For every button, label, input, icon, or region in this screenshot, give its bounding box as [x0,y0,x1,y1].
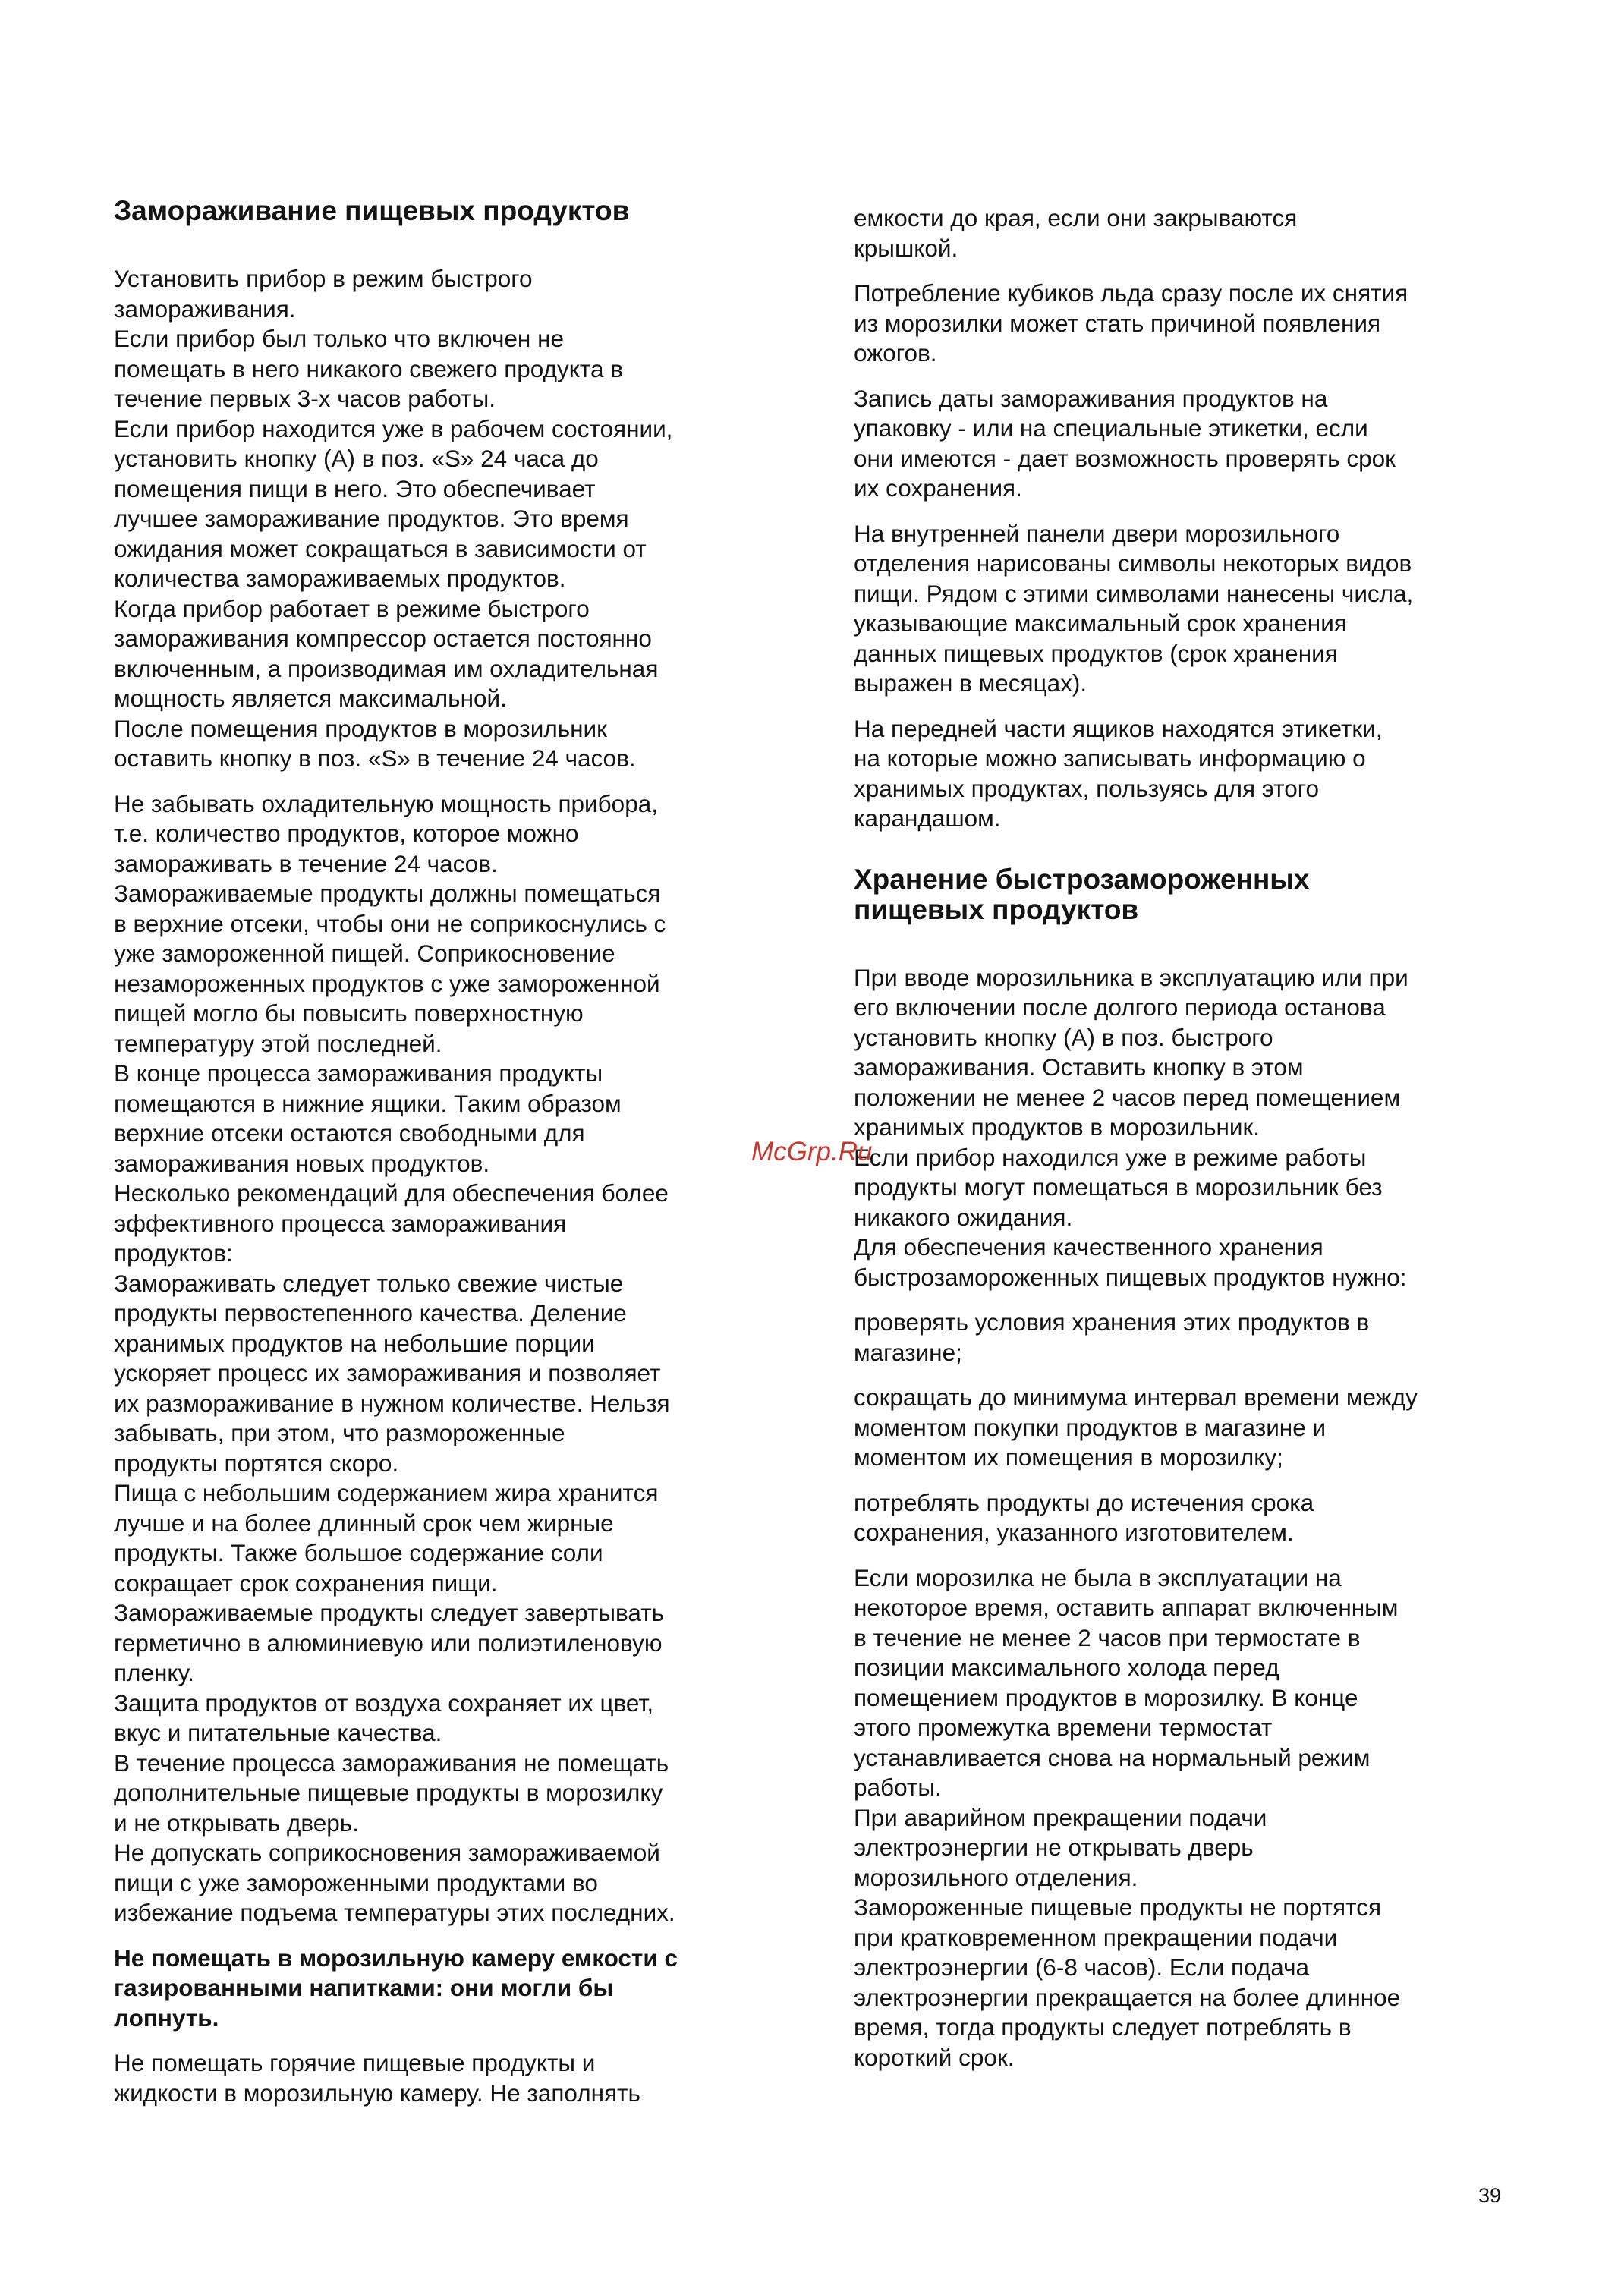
page-number: 39 [1478,2184,1502,2207]
paragraph: На внутренней панели двери морозильного отделения нарисованы символы некоторых видов пищи. Рядом с этими символами нанесены числа, указывающие максимальный срок хранения данных пищевых продуктов (срок хранения выражен в месяцах). [854,519,1414,697]
paragraph: Установить прибор в режим быстрого замораживания. Если прибор был только что включен не помещать в него никакого свежего продукта в течение первых 3-х часов работы. Если прибор находится уже в рабочем состоянии, установить кнопку (А) в поз. «S» 24 часа до помещения пищи в него. Это обеспечивает лучшее замораживание продуктов. Это время ожидания может сокращаться в зависимости от количества замораживаемых продуктов. Когда прибор работает в режиме быстрого замораживания компрессор остается постоянно включенным, а производимая им охладительная мощность является максимальной. После помещения продуктов в морозильник оставить кнопку в поз. «S» в течение 24 часов. [114,265,673,772]
paragraph: потреблять продукты до истечения срока сохранения, указанного изготовителем. [854,1488,1314,1546]
watermark: McGrp.Ru [751,1137,873,1166]
paragraph: сокращать до минимума интервал времени между моментом покупки продуктов в магазине и моментом их помещения в морозилку; [854,1383,1418,1471]
paragraph: На передней части ящиков находятся этикетки, на которые можно записывать информацию о хранимых продуктах, пользуясь для этого карандашом. [854,714,1383,832]
paragraph: емкости до края, если они закрываются крышкой. [854,204,1298,262]
paragraph: Если морозилка не была в эксплуатации на некоторое время, оставить аппарат включенным в течение не менее 2 часов при термостате в позиции максимального холода перед помещением продуктов в морозилку. В конце этого промежутка времени термостат устанавливается снова на нормальный режим работы. При аварийном прекращении подачи электроэнергии не открывать дверь морозильного отделения. Замороженные пищевые продукты не портятся при кратковременном прекращении подачи электроэнергии (6-8 часов). Если подача электроэнергии прекращается на более длинное время, тогда продукты следует потреблять в короткий срок. [854,1563,1401,2071]
paragraph: проверять условия хранения этих продуктов в магазине; [854,1308,1370,1366]
paragraph: Не помещать горячие пищевые продукты и жидкости в морозильную камеру. Не заполнять [114,2049,640,2107]
right-column [854,203,1518,2073]
paragraph: Запись даты замораживания продуктов на упаковку - или на специальные этикетки, если они имеются - дает возможность проверять срок их сохранения. [854,384,1396,502]
paragraph: Потребление кубиков льда сразу после их снятия из морозилки может стать причиной появления ожогов. [854,279,1408,367]
left-column [114,196,778,2108]
warning-paragraph: Не помещать в морозильную камеру емкости с газированными напитками: они могли бы лопнуть. [114,1944,678,2032]
section-heading-storage: Хранение быстрозамороженных пищевых продуктов [854,863,1310,925]
paragraph: При вводе морозильника в эксплуатацию или при его включении после долгого периода останова установить кнопку (А) в поз. быстрого замораживания. Оставить кнопку в этом положении не менее 2 часов перед помещением хранимых продуктов в морозильник. Если прибор находился уже в режиме работы продукты могут помещаться в морозильник без никакого ожидания. Для обеспечения качественного хранения быстрозамороженных пищевых продуктов нужно: [854,963,1408,1291]
paragraph: Не забывать охладительную мощность прибора, т.е. количество продуктов, которое можно замораживать в течение 24 часов. Замораживаемые продукты должны помещаться в верхние отсеки, чтобы они не соприкоснулись с уже замороженной пищей. Соприкосновение незамороженных продуктов с уже замороженной пищей могло бы повысить поверхностную температуру этой последней. В конце процесса замораживания продукты помещаются в нижние ящики. Таким образом верхние отсеки остаются свободными для замораживания новых продуктов. Несколько рекомендаций для обеспечения более эффективного процесса замораживания продуктов: Замораживать следует только свежие чистые продукты первостепенного качества. Деление хранимых продуктов на небольшие порции ускоряет процесс их замораживания и позволяет их размораживание в нужном количестве. Нельзя забывать, при этом, что размороженные продукты портятся скоро. Пища с небольшим содержанием жира хранится лучше и на более длинный срок чем жирные продукты. Также большое содержание соли сокращает срок сохранения пищи. Замораживаемые продукты следует завертывать герметично в алюминиевую или полиэтиленовую пленку. Защита продуктов от воздуха сохраняет их цвет, вкус и питательные качества. В течение процесса замораживания не помещать дополнительные пищевые продукты в морозилку и не открывать дверь. Не допускать соприкосновения замораживаемой пищи с уже замороженными продуктами во избежание подъема температуры этих последних. [114,789,675,1926]
section-heading-freezing: Замораживание пищевых продуктов [114,195,630,226]
